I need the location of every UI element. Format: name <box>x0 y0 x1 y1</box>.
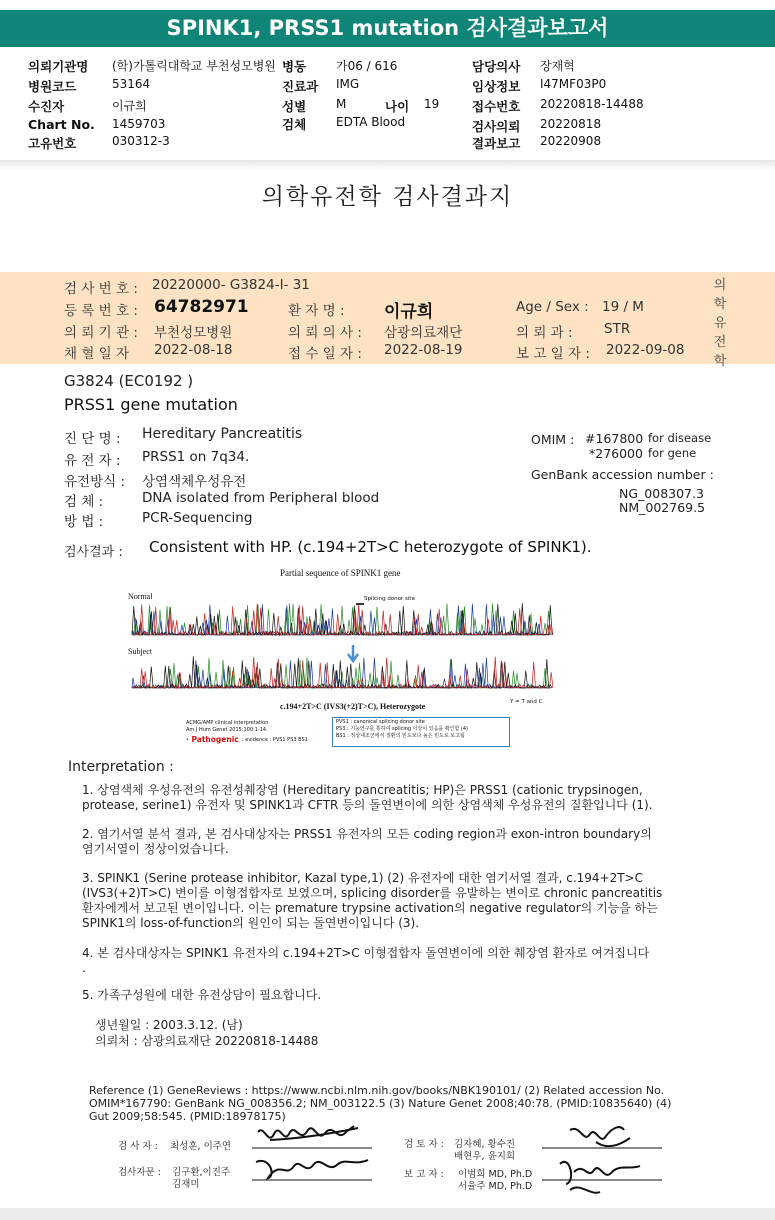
genbank-label: GenBank accession number : <box>531 467 714 482</box>
specimen-label: 검체 <box>282 117 307 132</box>
omim-disease-for: for disease <box>648 431 712 445</box>
yt-note: Y = T and C <box>510 699 543 705</box>
unique-label: 고유번호 <box>28 136 77 151</box>
patient-band <box>0 272 708 364</box>
doc-title: 의학유전학 검사결과지 <box>261 184 514 210</box>
request-date-label: 검사의뢰 <box>472 119 521 134</box>
req-doc: 삼광의료재단 <box>384 325 463 341</box>
vertical-label <box>712 276 728 371</box>
result-label: 검사결과 : <box>64 545 123 560</box>
patient: 이규희 <box>112 99 147 113</box>
spec-label: 검 체 : <box>64 494 104 510</box>
splice-label: Splicing donor site <box>364 596 415 602</box>
interp-p5 <box>82 988 722 1003</box>
interp-p3 <box>82 871 722 931</box>
reviewer-signature <box>540 1120 665 1154</box>
vertical-char: 유 <box>713 316 727 331</box>
tester-label: 검 사 자 : <box>118 1141 158 1152</box>
omim-disease: #167800 <box>585 431 644 446</box>
req-doc-label: 의 뢰 의 사 : <box>288 325 362 341</box>
hospital-code-label: 병원코드 <box>28 79 77 94</box>
splice-marker <box>356 603 364 605</box>
tester: 최성훈, 이주연 <box>170 1141 232 1152</box>
report-title: SPINK1, PRSS1 mutation 검사결과보고서 <box>0 10 775 47</box>
figure-title: Partial sequence of SPINK1 gene <box>280 568 401 578</box>
omim-label: OMIM : <box>531 432 575 447</box>
clinical: I47MF03P0 <box>540 77 607 91</box>
interp-line: protease, serine1) 유전자 및 SPINK1과 CFTR 등의 돌연변이에 의한 상염색체 우성유전의 질환입니다 (1). <box>82 798 653 812</box>
reporter-signature <box>540 1152 665 1206</box>
reporter-label: 보 고 자 : <box>404 1169 444 1180</box>
bottom-bar <box>0 1208 775 1220</box>
dept: IMG <box>336 77 360 91</box>
draw-date: 2022-08-18 <box>154 342 233 358</box>
vertical-char: 전 <box>713 335 727 350</box>
evidence-label: ; evidence : PVS1 PS3 BS1 <box>242 737 308 743</box>
patient-name: 이규희 <box>384 302 434 322</box>
requester: 의뢰처 : 삼광의료재단 20220818-14488 <box>95 1034 319 1048</box>
request-date: 20220818 <box>540 117 602 131</box>
evidence-ps3: PS3 : 기능연구를 통하여 splicing 이상이 있음을 확인함 (4) <box>336 726 469 732</box>
interpretation-heading: Interpretation : <box>68 759 174 775</box>
interp-line: 2. 염기서열 분석 결과, 본 검사대상자는 PRSS1 유전자의 모든 coding region과 exon-intron boundary의 <box>82 827 652 841</box>
inherit-label: 유전방식 : <box>64 474 126 490</box>
interp-p2 <box>82 827 722 857</box>
evidence-bs1: BS1 : 정상대조군에서 질환의 빈도보다 높은 빈도로 보고됨 <box>336 733 465 739</box>
mutation-arrow-icon <box>348 645 358 661</box>
recv-date: 2022-08-19 <box>384 342 463 358</box>
chart-no: 1459703 <box>112 117 166 131</box>
reference-line: Gut 2009;58:545. (PMID:18978175) <box>89 1110 286 1123</box>
genbank-nm: NM_002769.5 <box>619 500 706 515</box>
institution-label: 의뢰기관명 <box>28 59 89 74</box>
reporter-2: 서율주 MD, Ph.D <box>458 1181 533 1192</box>
genbank-ng: NG_008307.3 <box>619 486 704 501</box>
agesex: 19 / M <box>602 299 644 315</box>
ward: 가06 / 616 <box>336 59 398 73</box>
chart-label: Chart No. <box>28 117 95 132</box>
patient-label: 수진자 <box>28 99 65 114</box>
interp-line: SPINK1의 loss-of-function의 원인이 되는 돌연변이입니다 (3). <box>82 916 420 930</box>
reviewer-1: 김자혜, 황수진 <box>454 1139 516 1150</box>
advisor-label: 검사자문 : <box>118 1167 161 1178</box>
org: 부천성모병원 <box>154 325 233 341</box>
tester-signature <box>250 1118 375 1154</box>
advisor-1: 김구환,이진주 <box>172 1167 231 1178</box>
recv-label: 접 수 일 자 : <box>288 346 362 362</box>
sequence-figure <box>124 565 560 755</box>
method-label: 방 법 : <box>64 514 104 530</box>
doctor-label: 담당의사 <box>472 59 521 74</box>
reference-line: OMIM*167790: GenBank NG_008356.2; NM_003122.5 (3) Nature Genet 2008;40:78. (PMID:10835640) (4) <box>89 1097 672 1110</box>
hospital-code: 53164 <box>112 77 151 91</box>
specimen: EDTA Blood <box>336 115 406 129</box>
result: Consistent with HP. (c.194+2T>C heterozygote of SPINK1). <box>149 538 592 556</box>
spec: DNA isolated from Peripheral blood <box>142 490 380 506</box>
interp-line: (IVS3(+2)T>C) 변이를 이형접합자로 보였으며, splicing disorder를 유발하는 변이로 chronic pancreatitis <box>82 886 663 900</box>
sex: M <box>336 97 347 111</box>
ward-label: 병동 <box>282 59 307 74</box>
receipt-no-label: 접수번호 <box>472 99 521 114</box>
acmg-line1: ACMG/AMP clinical interpretation <box>186 720 269 726</box>
report-date: 2022-09-08 <box>606 342 685 358</box>
interp-line: 염기서열이 정상이었습니다. <box>82 842 229 856</box>
vertical-char: 학 <box>713 354 727 369</box>
agesex-label: Age / Sex : <box>516 299 589 315</box>
org-label: 의 뢰 기 관 : <box>64 325 138 341</box>
reg-no-label: 등 록 번 호 : <box>64 303 138 319</box>
test-no: 20220000- G3824-I- 31 <box>152 277 310 293</box>
result-date: 20220908 <box>540 134 602 148</box>
sex-label: 성별 <box>282 99 307 114</box>
omim-gene-for: for gene <box>648 446 697 460</box>
gene-label: 유 전 자 : <box>64 453 121 469</box>
draw-label: 채 혈 일 자 <box>64 346 130 362</box>
inherit: 상염색체우성유전 <box>142 474 247 490</box>
test-no-label: 검 사 번 호 : <box>64 281 138 297</box>
interp-line: 5. 가족구성원에 대한 유전상담이 필요합니다. <box>82 988 322 1002</box>
interp-line: 3. SPINK1 (Serine protease inhibitor, Kazal type,1) (2) 유전자에 대한 염기서열 결과, c.194+2T>C <box>82 871 643 885</box>
test-code: G3824 (EC0192 ) <box>64 372 194 390</box>
dept-label: 진료과 <box>282 79 319 94</box>
req-dept: STR <box>604 321 631 337</box>
interp-line: . <box>82 961 86 975</box>
acmg-line2: Am J Hum Genet 2015;100:1-14. <box>186 727 268 733</box>
interp-line: 1. 상염색체 우성유전의 유전성췌장염 (Hereditary pancreatitis; HP)은 PRSS1 (cationic trypsinogen, <box>82 783 643 797</box>
reporter-1: 이범희 MD, Ph.D <box>458 1169 533 1180</box>
test-name: PRSS1 gene mutation <box>64 395 238 414</box>
evidence-pvs1: PVS1 : canonical splicing donor site <box>336 719 425 725</box>
subject-label: Subject <box>128 647 152 656</box>
unique-no: 030312-3 <box>112 134 170 148</box>
clinical-label: 임상정보 <box>472 79 521 94</box>
figure-caption: c.194+2T>C (IVS3(+2)T>C), Heterozygote <box>280 702 426 711</box>
institution: (학)가톨릭대학교 부천성모병원 <box>112 59 276 73</box>
reviewer-label: 검 토 자 : <box>404 1139 444 1150</box>
vertical-char: 학 <box>713 297 727 312</box>
interp-p4 <box>82 946 722 976</box>
advisor-2: 김재미 <box>172 1179 200 1190</box>
receipt-no: 20220818-14488 <box>540 97 644 111</box>
result-date-label: 결과보고 <box>472 136 521 151</box>
diag-label: 진 단 명 : <box>64 431 121 447</box>
reviewer-2: 배현우, 윤지희 <box>454 1151 516 1162</box>
diag: Hereditary Pancreatitis <box>142 426 303 442</box>
age: 19 <box>424 97 440 111</box>
evidence-box <box>332 717 510 747</box>
pathogenic-label: · Pathogenic <box>186 735 239 744</box>
reg-no: 64782971 <box>154 297 249 317</box>
gene: PRSS1 on 7q34. <box>142 449 250 465</box>
req-dept-label: 의 뢰 과 : <box>516 325 573 341</box>
vertical-char: 의 <box>713 278 727 293</box>
reference-line: Reference (1) GeneReviews : https://www.ncbi.nlm.nih.gov/books/NBK190101/ (2) Related accession No. <box>89 1084 665 1097</box>
method: PCR-Sequencing <box>142 510 253 526</box>
advisor-signature <box>250 1150 375 1184</box>
header-info <box>0 48 775 160</box>
omim-gene: *276000 <box>589 446 643 461</box>
doctor: 장재혁 <box>540 59 575 73</box>
name-label: 환 자 명 : <box>288 303 345 319</box>
interp-line: 4. 본 검사대상자는 SPINK1 유전자의 c.194+2T>C 이형접합자 돌연변이에 의한 췌장염 환자로 여겨집니다 <box>82 946 650 960</box>
normal-label: Normal <box>128 592 153 601</box>
report-label: 보 고 일 자 : <box>516 346 590 362</box>
birth-date: 생년월일 : 2003.3.12. (남) <box>95 1018 243 1032</box>
interp-line: 환자에게서 보고된 변이입니다. 이는 premature trypsine activation의 negative regulator의 기능을 하는 <box>82 901 658 915</box>
interp-p1 <box>82 783 722 813</box>
divider-shadow <box>0 160 775 170</box>
age-label: 나이 <box>385 99 410 114</box>
reference <box>89 1084 709 1123</box>
